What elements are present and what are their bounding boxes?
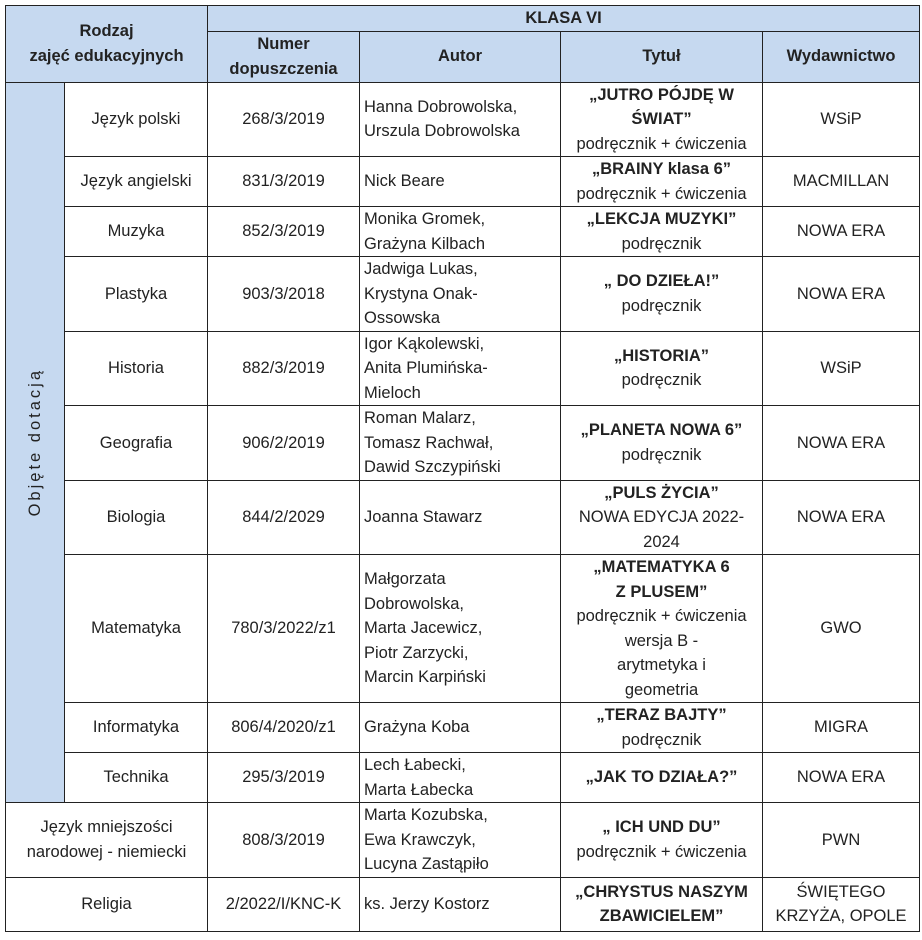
subject-cell	[6, 803, 208, 878]
title-text: „TERAZ BAJTY”	[596, 706, 727, 724]
title-cell	[561, 257, 763, 332]
author-cell-line: Marta Łabecka	[364, 780, 474, 799]
subject-cell: Historia	[65, 331, 208, 406]
author-cell	[360, 555, 561, 703]
publisher-cell-line: NOWA ERA	[796, 508, 886, 526]
header-class: KLASA VI	[208, 6, 920, 32]
table-row	[6, 257, 920, 332]
subject-cell: Geografia	[65, 406, 208, 481]
publisher-cell	[763, 877, 920, 931]
author-cell-line: Krystyna Onak-	[364, 284, 478, 303]
publisher-cell-line: MIGRA	[813, 718, 869, 737]
author-cell	[360, 877, 561, 931]
approval-number-cell: 906/2/2019	[208, 406, 360, 481]
author-cell-line: Anita Plumińska-	[364, 359, 488, 377]
author-cell-line: Tomasz Rachwał,	[364, 433, 494, 452]
publisher-cell-line: NOWA ERA	[796, 222, 886, 241]
title-text: „MATEMATYKA 6	[593, 558, 730, 576]
title-subtext: podręcznik	[621, 371, 702, 390]
table-row	[6, 207, 920, 257]
header-number-line: Numer	[257, 35, 310, 53]
title-cell	[561, 703, 763, 753]
title-cell	[561, 207, 763, 257]
subject-cell: Informatyka	[65, 703, 208, 753]
title-cell	[561, 753, 763, 803]
publisher-cell	[763, 157, 920, 207]
table-row	[6, 157, 920, 207]
title-text: Z PLUSEM”	[615, 582, 708, 601]
approval-number-cell: 831/3/2019	[208, 157, 360, 207]
publisher-cell-line: ŚWIĘTEGO	[796, 882, 886, 901]
author-cell-line: Dawid Szczypiński	[364, 458, 501, 476]
group-label: Objęte dotacją	[25, 368, 44, 517]
title-cell	[561, 406, 763, 481]
approval-number-cell: 268/3/2019	[208, 82, 360, 157]
author-cell-line: Mieloch	[364, 383, 421, 402]
title-text: „LEKCJA MUZYKI”	[586, 210, 737, 228]
subject-cell-line: Język mniejszości	[40, 818, 173, 837]
author-cell-line: Piotr Zarzycki,	[364, 643, 469, 662]
title-cell	[561, 555, 763, 703]
author-cell-line: Lucyna Zastąpiło	[364, 855, 489, 873]
table-row	[6, 82, 920, 157]
table-row	[6, 480, 920, 555]
subject-cell: Plastyka	[65, 257, 208, 332]
author-cell	[360, 480, 561, 555]
subject-cell: Technika	[65, 753, 208, 803]
publisher-cell-line: KRZYŻA, OPOLE	[775, 907, 907, 925]
author-cell	[360, 257, 561, 332]
author-cell-line: Lech Łabecki,	[364, 756, 466, 774]
author-cell	[360, 703, 561, 753]
table-row	[6, 555, 920, 703]
approval-number-cell: 806/4/2020/z1	[208, 703, 360, 753]
author-cell-line: Grażyna Kilbach	[364, 234, 486, 253]
subject-cell	[6, 877, 208, 931]
title-subtext: podręcznik + ćwiczenia	[576, 842, 747, 861]
author-cell	[360, 406, 561, 481]
title-text: „PULS ŻYCIA”	[604, 483, 719, 502]
author-cell	[360, 82, 561, 157]
author-cell-line: Monika Gromek,	[364, 210, 486, 228]
title-subtext: podręcznik + ćwiczenia	[576, 607, 747, 625]
publisher-cell	[763, 207, 920, 257]
header-number	[208, 31, 360, 82]
title-subtext: wersja B -	[624, 631, 699, 650]
author-cell	[360, 207, 561, 257]
table-row	[6, 406, 920, 481]
publisher-cell	[763, 803, 920, 878]
publisher-cell	[763, 555, 920, 703]
title-subtext: podręcznik	[621, 296, 702, 315]
approval-number-cell: 844/2/2029	[208, 480, 360, 555]
subject-cell: Matematyka	[65, 555, 208, 703]
subject-cell: Biologia	[65, 480, 208, 555]
title-cell	[561, 331, 763, 406]
author-cell-line: Marta Kozubska,	[364, 806, 488, 824]
publisher-cell	[763, 331, 920, 406]
author-cell-line: Nick Beare	[364, 172, 445, 191]
subject-cell-line: Religia	[81, 894, 132, 913]
title-text: „PLANETA NOWA 6”	[580, 421, 743, 440]
title-text: „JUTRO PÓJDĘ W	[589, 85, 734, 104]
table-row	[6, 877, 920, 931]
table-row	[6, 331, 920, 406]
table-row	[6, 803, 920, 878]
title-subtext: podręcznik	[621, 445, 702, 464]
title-cell	[561, 480, 763, 555]
author-cell-line: Marta Jacewicz,	[364, 619, 483, 638]
subject-cell: Muzyka	[65, 207, 208, 257]
title-text: „ DO DZIEŁA!”	[603, 272, 720, 291]
subject-cell: Język angielski	[65, 157, 208, 207]
title-cell	[561, 82, 763, 157]
approval-number-cell: 882/3/2019	[208, 331, 360, 406]
title-subtext: 2024	[643, 532, 680, 551]
author-cell-line: Roman Malarz,	[364, 409, 476, 427]
approval-number-cell: 2/2022/I/KNC-K	[208, 877, 360, 931]
publisher-cell-line: WSiP	[820, 359, 862, 377]
author-cell-line: Grażyna Koba	[364, 718, 470, 737]
approval-number-cell: 780/3/2022/z1	[208, 555, 360, 703]
subject-cell: Język polski	[65, 82, 208, 157]
title-subtext: arytmetyka i	[617, 656, 706, 674]
title-subtext: podręcznik	[621, 234, 702, 253]
title-subtext: podręcznik + ćwiczenia	[576, 134, 747, 153]
title-subtext: podręcznik	[621, 730, 702, 749]
title-text: „JAK TO DZIAŁA?”	[585, 768, 738, 787]
approval-number-cell: 852/3/2019	[208, 207, 360, 257]
header-category-line: zajęć edukacyjnych	[29, 46, 184, 65]
author-cell-line: Ewa Krawczyk,	[364, 830, 476, 849]
table-row	[6, 703, 920, 753]
publisher-cell	[763, 82, 920, 157]
author-cell-line: Hanna Dobrowolska,	[364, 97, 518, 116]
publisher-cell	[763, 257, 920, 332]
title-text: „HISTORIA”	[613, 346, 710, 365]
table-row	[6, 753, 920, 803]
publisher-cell-line: GWO	[820, 619, 862, 638]
author-cell-line: Urszula Dobrowolska	[364, 122, 520, 141]
title-text: ZBAWICIELEM”	[599, 907, 724, 925]
publisher-cell-line: MACMILLAN	[792, 172, 890, 191]
publisher-cell-line: NOWA ERA	[796, 433, 886, 452]
author-cell-line: Marcin Karpiński	[364, 668, 486, 687]
author-cell-line: Ossowska	[364, 309, 441, 327]
author-cell	[360, 331, 561, 406]
author-cell-line: Małgorzata	[364, 570, 446, 589]
textbook-table	[5, 5, 920, 932]
header-number-line: dopuszczenia	[229, 59, 338, 78]
title-cell	[561, 157, 763, 207]
author-cell-line: Dobrowolska,	[364, 594, 464, 613]
header-title: Tytuł	[561, 31, 763, 82]
author-cell-line: Jadwiga Lukas,	[364, 260, 478, 278]
title-text: „ ICH UND DU”	[602, 818, 721, 837]
title-subtext: NOWA EDYCJA 2022-	[578, 508, 745, 526]
header-category	[6, 6, 208, 83]
title-cell	[561, 877, 763, 931]
title-subtext: podręcznik + ćwiczenia	[576, 184, 747, 203]
author-cell	[360, 753, 561, 803]
approval-number-cell: 295/3/2019	[208, 753, 360, 803]
approval-number-cell: 808/3/2019	[208, 803, 360, 878]
group-label-cell	[6, 82, 65, 803]
author-cell	[360, 157, 561, 207]
author-cell-line: ks. Jerzy Kostorz	[364, 894, 490, 913]
author-cell-line: Igor Kąkolewski,	[364, 334, 485, 353]
publisher-cell	[763, 480, 920, 555]
author-cell	[360, 803, 561, 878]
publisher-cell	[763, 753, 920, 803]
subject-cell-line: narodowej - niemiecki	[26, 842, 187, 861]
title-text: ŚWIAT”	[631, 110, 692, 128]
title-subtext: geometria	[624, 680, 699, 699]
publisher-cell-line: WSiP	[820, 110, 862, 128]
publisher-cell	[763, 406, 920, 481]
title-cell	[561, 803, 763, 878]
author-cell-line: Joanna Stawarz	[364, 508, 483, 526]
header-publisher: Wydawnictwo	[763, 31, 920, 82]
title-text: „CHRYSTUS NASZYM	[575, 882, 748, 901]
header-author: Autor	[360, 31, 561, 82]
approval-number-cell: 903/3/2018	[208, 257, 360, 332]
publisher-cell-line: NOWA ERA	[796, 284, 886, 303]
publisher-cell-line: PWN	[821, 830, 861, 849]
publisher-cell	[763, 703, 920, 753]
header-category-line: Rodzaj	[79, 22, 134, 41]
title-text: „BRAINY klasa 6”	[591, 160, 732, 178]
publisher-cell-line: NOWA ERA	[796, 768, 886, 787]
